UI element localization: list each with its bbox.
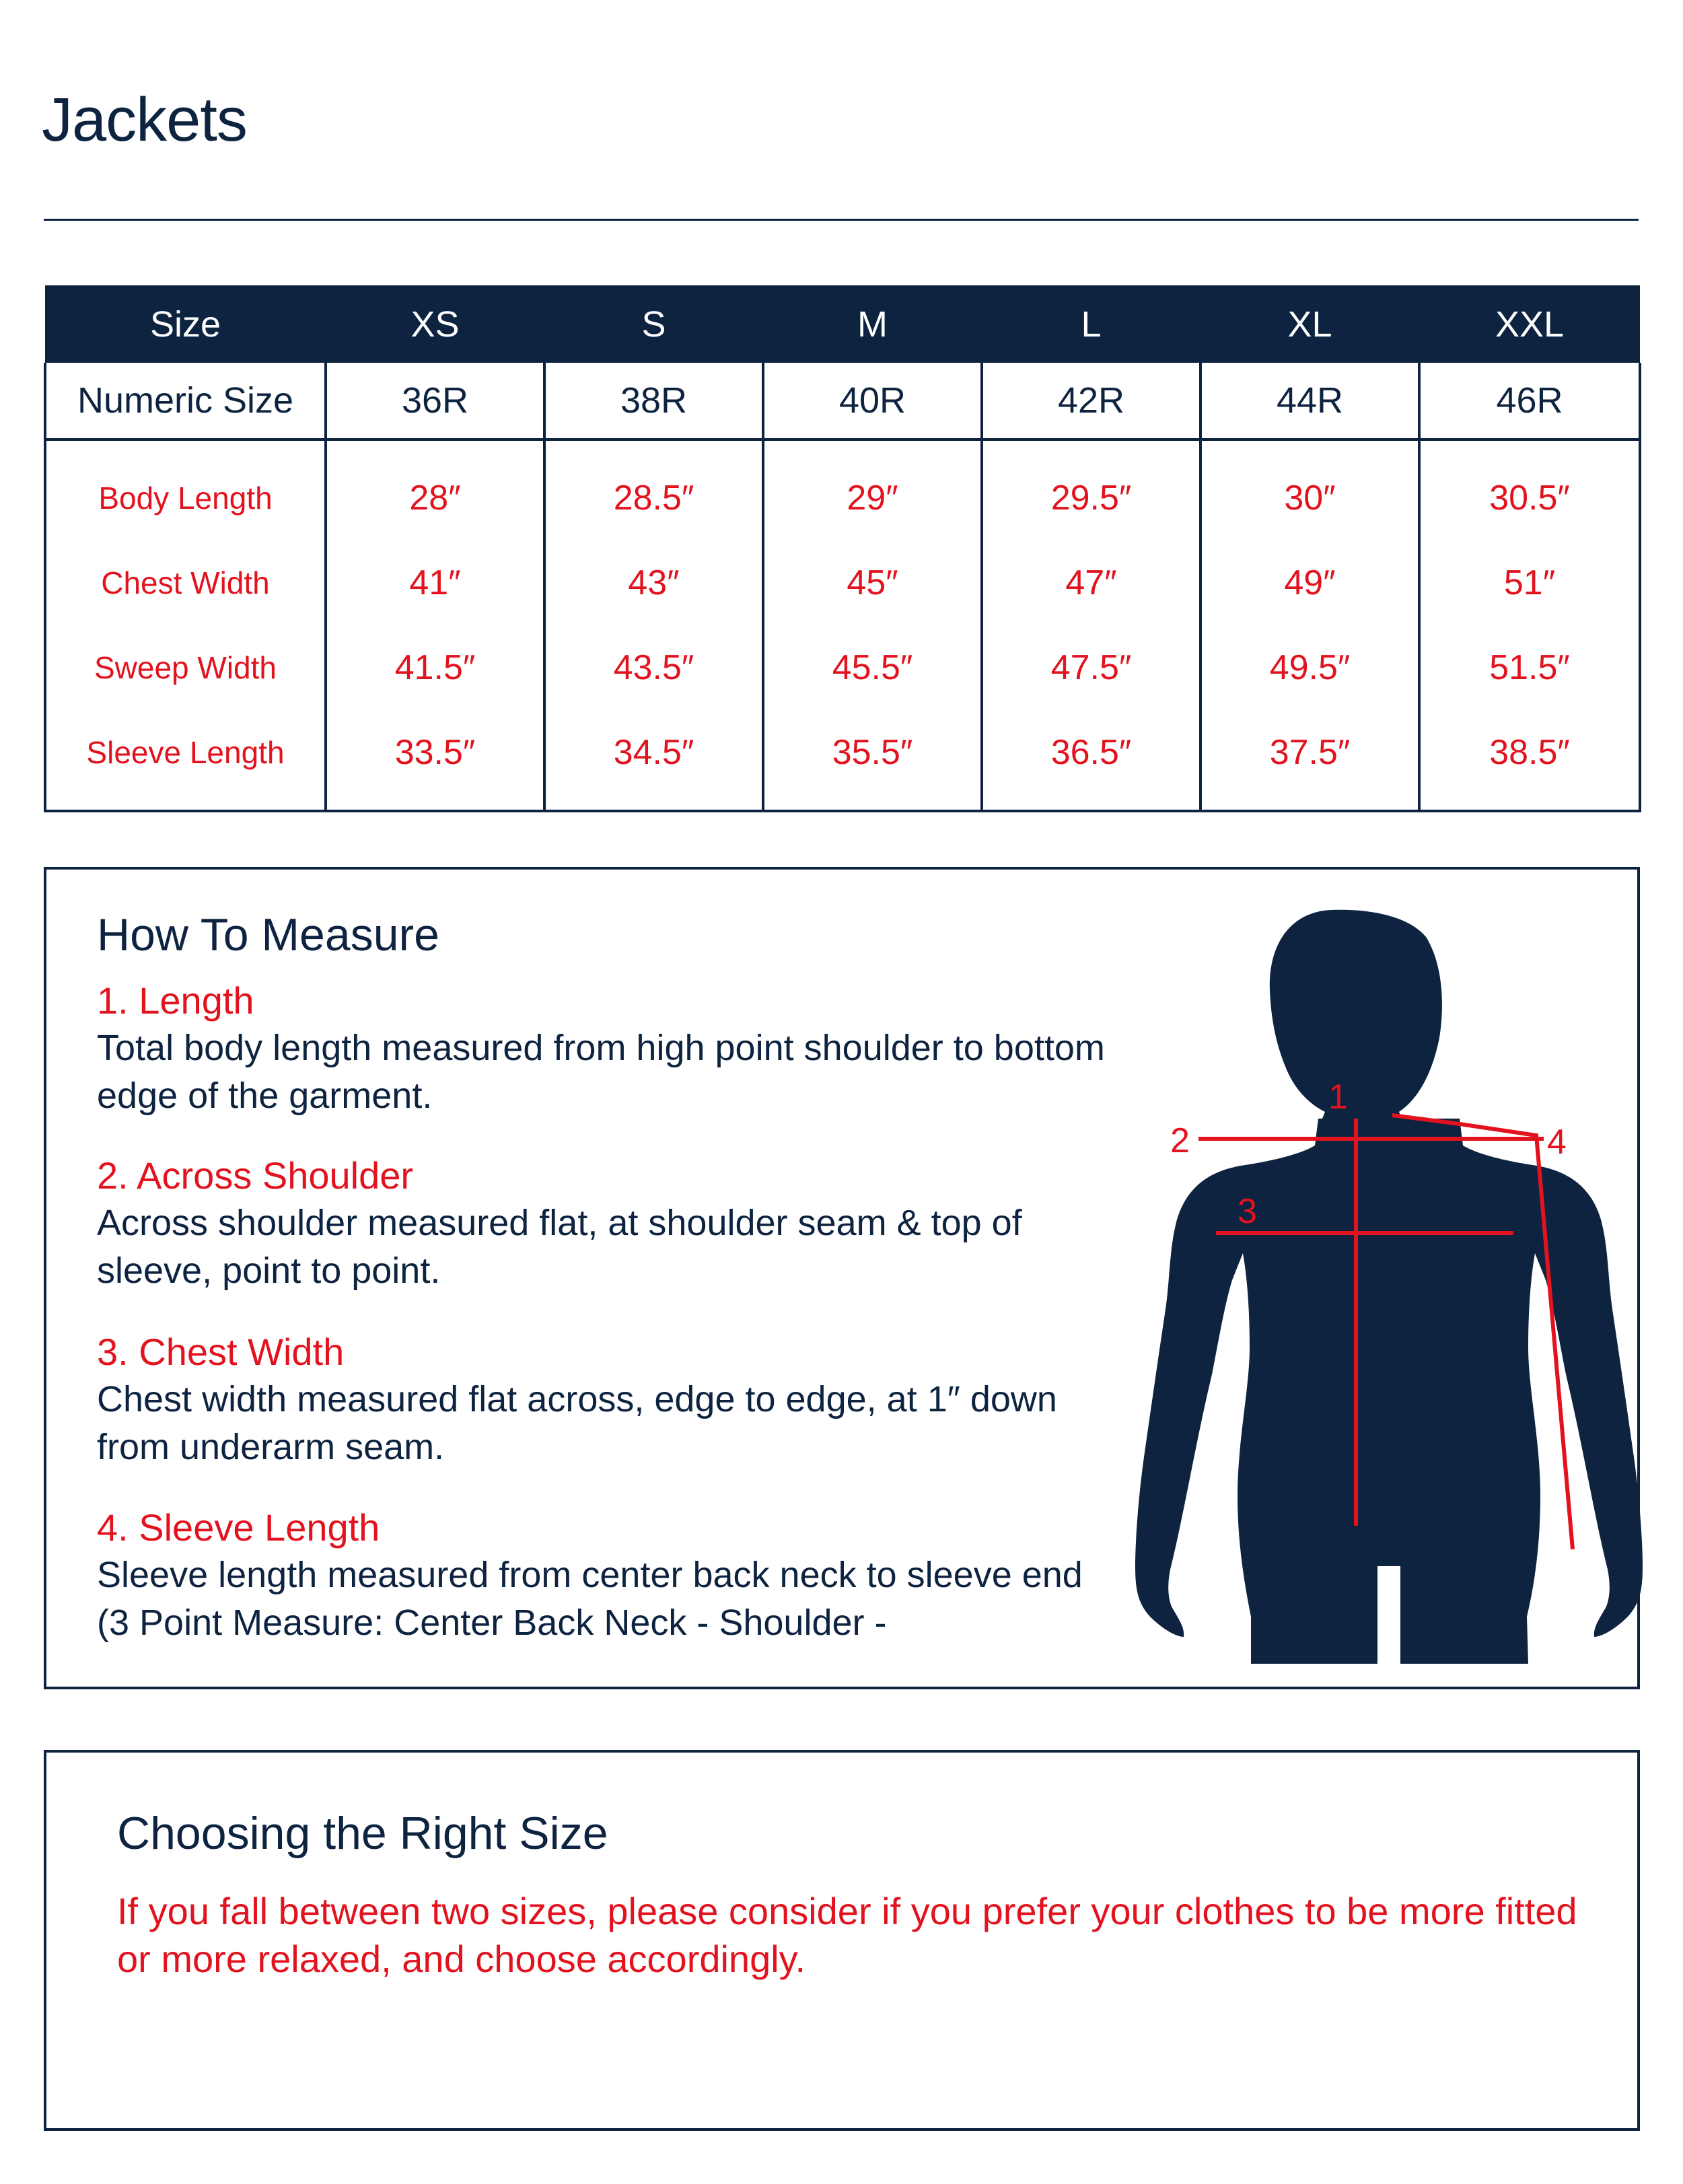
measurement-value: 41″ bbox=[326, 540, 544, 625]
page-title: Jackets bbox=[42, 85, 247, 154]
header-label: Size bbox=[45, 285, 326, 363]
measurement-value: 36.5″ bbox=[982, 710, 1201, 811]
numeric-size-row bbox=[45, 363, 1640, 439]
numeric-size: 44R bbox=[1201, 363, 1419, 439]
body-measurement-figure bbox=[1123, 903, 1661, 1670]
label-1: 1 bbox=[1328, 1078, 1348, 1117]
title-divider bbox=[44, 219, 1639, 221]
measurement-value: 30.5″ bbox=[1419, 439, 1640, 540]
body-silhouette bbox=[1135, 910, 1643, 1664]
size-xl: XL bbox=[1201, 285, 1419, 363]
measurement-value: 49″ bbox=[1201, 540, 1419, 625]
numeric-size: 40R bbox=[763, 363, 982, 439]
step-text: Total body length measured from high point shoulder to bottom edge of the garment. bbox=[97, 1028, 1105, 1116]
step-sleeve-length bbox=[97, 1504, 1120, 1647]
sleeve-length-row bbox=[45, 710, 1640, 811]
numeric-label: Numeric Size bbox=[45, 363, 326, 439]
body-length-row bbox=[45, 439, 1640, 540]
measurement-value: 49.5″ bbox=[1201, 625, 1419, 710]
step-across-shoulder bbox=[97, 1152, 1120, 1295]
step-text: Across shoulder measured flat, at shoulder seam & top of sleeve, point to point. bbox=[97, 1203, 1022, 1291]
numeric-size: 42R bbox=[982, 363, 1201, 439]
measurement-value: 47.5″ bbox=[982, 625, 1201, 710]
measurement-value: 28.5″ bbox=[544, 439, 763, 540]
step-title: 4. Sleeve Length bbox=[97, 1506, 380, 1549]
measurement-value: 41.5″ bbox=[326, 625, 544, 710]
size-xxl: XXL bbox=[1419, 285, 1640, 363]
numeric-size: 46R bbox=[1419, 363, 1640, 439]
measurement-value: 38.5″ bbox=[1419, 710, 1640, 811]
measurement-value: 45″ bbox=[763, 540, 982, 625]
measurement-value: 47″ bbox=[982, 540, 1201, 625]
row-label: Chest Width bbox=[45, 540, 326, 625]
row-label: Sweep Width bbox=[45, 625, 326, 710]
label-2: 2 bbox=[1170, 1121, 1190, 1160]
step-text: Sleeve length measured from center back neck to sleeve end (3 Point Measure: Center Back Neck - Shoulder - bbox=[97, 1555, 1083, 1643]
row-label: Sleeve Length bbox=[45, 710, 326, 811]
size-m: M bbox=[763, 285, 982, 363]
size-header-row bbox=[45, 285, 1640, 363]
step-title: 1. Length bbox=[97, 979, 254, 1022]
step-length bbox=[97, 977, 1120, 1120]
step-chest-width bbox=[97, 1329, 1120, 1471]
measurement-value: 28″ bbox=[326, 439, 544, 540]
choosing-heading: Choosing the Right Size bbox=[117, 1808, 608, 1859]
size-l: L bbox=[982, 285, 1201, 363]
leg-gap bbox=[1377, 1566, 1400, 1670]
chest-width-row bbox=[45, 540, 1640, 625]
size-s: S bbox=[544, 285, 763, 363]
measurement-value: 34.5″ bbox=[544, 710, 763, 811]
how-to-measure-panel bbox=[44, 867, 1640, 1689]
choosing-size-panel bbox=[44, 1750, 1640, 2131]
choosing-text: If you fall between two sizes, please consider if you prefer your clothes to be more fitted or more relaxed, and choose accordingly. bbox=[117, 1890, 1577, 1980]
measurement-value: 45.5″ bbox=[763, 625, 982, 710]
numeric-size: 38R bbox=[544, 363, 763, 439]
numeric-size: 36R bbox=[326, 363, 544, 439]
measurement-value: 29.5″ bbox=[982, 439, 1201, 540]
measurement-value: 51.5″ bbox=[1419, 625, 1640, 710]
size-chart-table bbox=[44, 285, 1641, 812]
label-4: 4 bbox=[1547, 1123, 1567, 1162]
measurement-value: 29″ bbox=[763, 439, 982, 540]
sweep-width-row bbox=[45, 625, 1640, 710]
step-title: 2. Across Shoulder bbox=[97, 1154, 414, 1197]
how-to-measure-heading: How To Measure bbox=[97, 909, 439, 960]
measurement-value: 37.5″ bbox=[1201, 710, 1419, 811]
step-title: 3. Chest Width bbox=[97, 1331, 345, 1373]
measurement-value: 43″ bbox=[544, 540, 763, 625]
measurement-value: 30″ bbox=[1201, 439, 1419, 540]
row-label: Body Length bbox=[45, 439, 326, 540]
measurement-value: 35.5″ bbox=[763, 710, 982, 811]
measurement-value: 33.5″ bbox=[326, 710, 544, 811]
size-xs: XS bbox=[326, 285, 544, 363]
measurement-value: 51″ bbox=[1419, 540, 1640, 625]
step-text: Chest width measured flat across, edge to edge, at 1″ down from underarm seam. bbox=[97, 1379, 1057, 1467]
measurement-value: 43.5″ bbox=[544, 625, 763, 710]
label-3: 3 bbox=[1238, 1192, 1257, 1231]
